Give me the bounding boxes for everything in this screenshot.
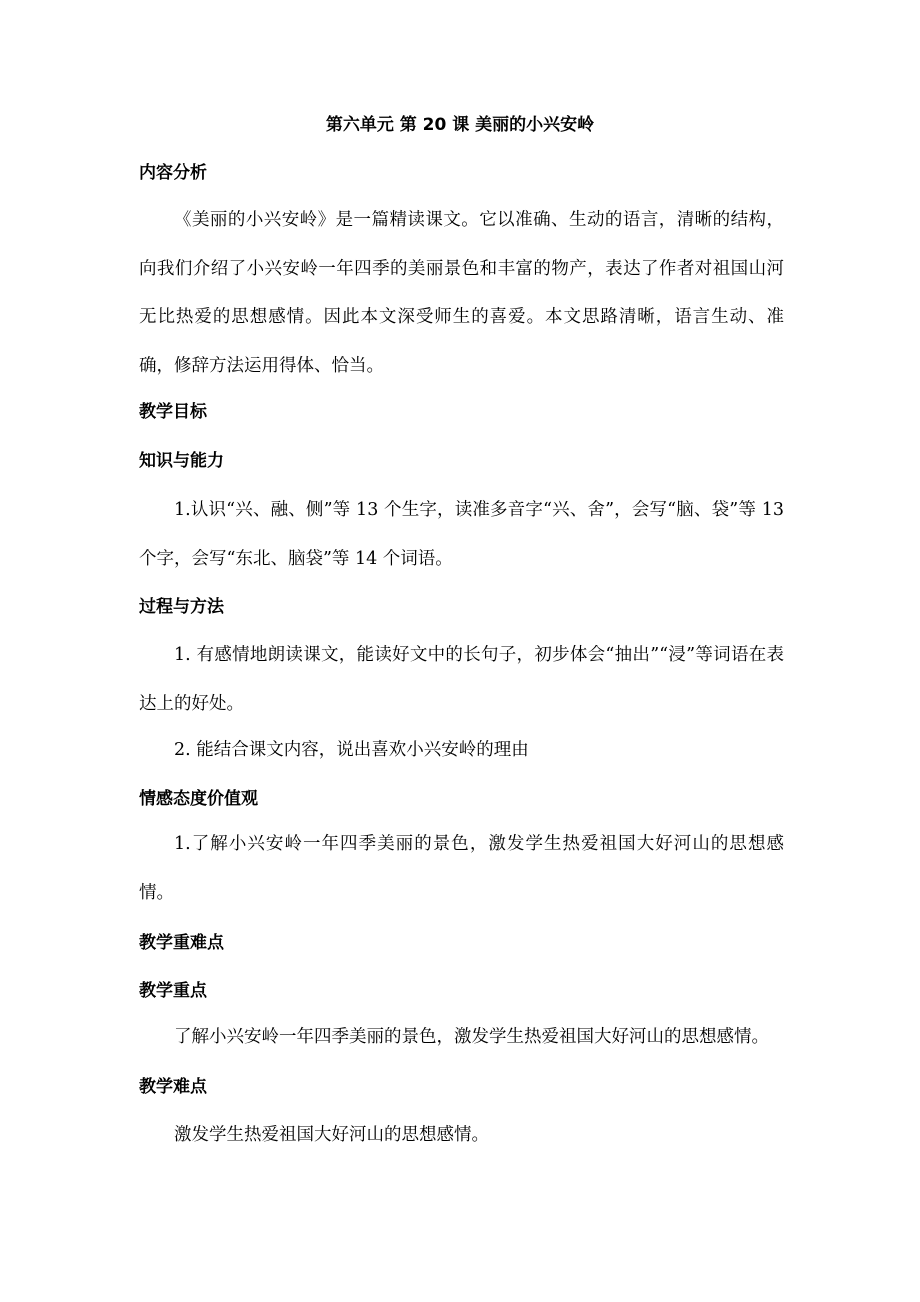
heading-teaching-difficulty: 教学难点 (139, 1077, 207, 1097)
heading-knowledge-ability: 知识与能力 (139, 451, 224, 471)
heading-teaching-goals: 教学目标 (139, 402, 207, 422)
paragraph-process-item-1: 1. 有感情地朗读课文，能读好文中的长句子，初步体会“抽出”“浸”等词语在表达上的好处。 (139, 645, 784, 714)
paragraph-content-analysis: 《美丽的小兴安岭》是一篇精读课文。它以准确、生动的语言，清晰的结构，向我们介绍了小兴安岭一年四季的美丽景色和丰富的物产，表达了作者对祖国山河无比热爱的思想感情。因此本文深受师生的喜爱。本文思路清晰，语言生动、准确，修辞方法运用得体、恰当。 (139, 210, 784, 376)
heading-teaching-focus: 教学重点 (139, 981, 207, 1001)
heading-process-method: 过程与方法 (139, 597, 224, 617)
paragraph-emotion-item-1: 1.了解小兴安岭一年四季美丽的景色，激发学生热爱祖国大好河山的思想感情。 (139, 834, 784, 903)
page-title: 第六单元 第 20 课 美丽的小兴安岭 (325, 115, 595, 135)
paragraph-teaching-difficulty: 激发学生热爱祖国大好河山的思想感情。 (174, 1125, 489, 1145)
paragraph-process-item-2: 2. 能结合课文内容，说出喜欢小兴安岭的理由 (174, 740, 529, 760)
heading-emotion-values: 情感态度价值观 (139, 789, 258, 809)
paragraph-knowledge-item-1: 1.认识“兴、融、侧”等 13 个生字，读准多音字“兴、舍”，会写“脑、袋”等 13 个字，会写“东北、脑袋”等 14 个词语。 (139, 500, 784, 569)
heading-content-analysis: 内容分析 (139, 163, 207, 183)
heading-key-difficult-points: 教学重难点 (139, 933, 224, 953)
paragraph-teaching-focus: 了解小兴安岭一年四季美丽的景色，激发学生热爱祖国大好河山的思想感情。 (174, 1027, 769, 1047)
